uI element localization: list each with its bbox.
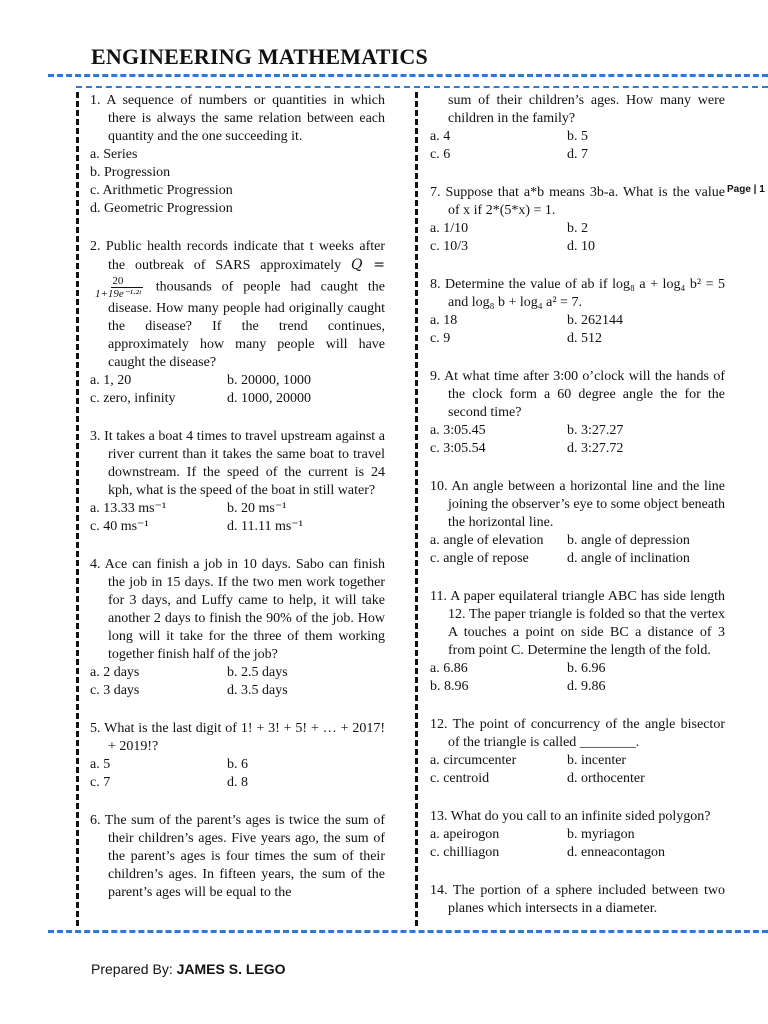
option[interactable]: b. incenter xyxy=(567,753,627,768)
option[interactable]: c. 3:05.54 xyxy=(430,441,486,456)
footer xyxy=(91,961,286,977)
question-9 xyxy=(430,368,725,458)
option[interactable]: b. 2.5 days xyxy=(227,665,288,680)
option[interactable]: b. angle of depression xyxy=(567,533,690,548)
option[interactable]: d. 11.11 ms⁻¹ xyxy=(227,519,303,534)
option[interactable]: a. apeirogon xyxy=(430,827,500,842)
option[interactable]: d. 8 xyxy=(227,775,248,790)
answer-options xyxy=(430,312,725,348)
answer-options xyxy=(430,422,725,458)
answer-options xyxy=(430,660,725,696)
option[interactable]: c. centroid xyxy=(430,771,490,786)
option[interactable]: a. 3:05.45 xyxy=(430,423,486,438)
question-6-continued xyxy=(430,92,725,164)
answer-options xyxy=(430,532,725,568)
left-column-rule xyxy=(76,92,79,926)
middle-column-rule xyxy=(415,92,418,926)
option[interactable]: a. 13.33 ms⁻¹ xyxy=(90,501,167,516)
option[interactable]: b. 5 xyxy=(567,129,588,144)
question-text: 12. The point of concurrency of the angle bisector of the triangle is called ________. xyxy=(430,717,725,750)
answer-options xyxy=(90,756,385,792)
page-title: ENGINEERING MATHEMATICS xyxy=(91,44,428,69)
formula-lhs: Q = xyxy=(350,257,385,273)
question-text: 7. Suppose that a*b means 3b-a. What is the value of x if 2*(5*x) = 1. xyxy=(430,185,725,218)
answer-options xyxy=(430,128,725,164)
question-8 xyxy=(430,276,725,348)
question-text: 3. It takes a boat 4 times to travel upstream against a river current than it takes the same boat to travel downstream. If the speed of the current is 24 kph, what is the speed of the boat in still water? xyxy=(90,429,385,498)
option[interactable]: b. 20 ms⁻¹ xyxy=(227,501,287,516)
option[interactable]: a. circumcenter xyxy=(430,753,517,768)
option[interactable]: c. 10/3 xyxy=(430,239,469,254)
question-text: sum of their children’s ages. How many were children in the family? xyxy=(448,93,725,126)
footer-author: JAMES S. LEGO xyxy=(176,961,286,977)
question-1 xyxy=(90,92,385,218)
option[interactable]: d. orthocenter xyxy=(567,771,645,786)
answer-options xyxy=(430,752,725,788)
question-text: 1. A sequence of numbers or quantities in which there is always the same relation between each quantity and the one succeeding it. xyxy=(90,93,385,144)
option[interactable]: d. 7 xyxy=(567,147,588,162)
option[interactable]: c. 6 xyxy=(430,147,451,162)
question-text: 5. What is the last digit of 1! + 3! + 5! + … + 2017! + 2019!? xyxy=(90,721,385,754)
option[interactable]: a. Series xyxy=(90,147,138,162)
question-5 xyxy=(90,720,385,792)
option[interactable]: d. 3.5 days xyxy=(227,683,288,698)
option[interactable]: c. chilliagon xyxy=(430,845,500,860)
option[interactable]: b. 8.96 xyxy=(430,679,469,694)
option[interactable]: c. 3 days xyxy=(90,683,140,698)
option[interactable]: c. 7 xyxy=(90,775,111,790)
formula-denominator: 1+19e⁻¹·²ᵗ xyxy=(95,288,141,300)
option[interactable]: d. Geometric Progression xyxy=(90,201,233,216)
question-text: 10. An angle between a horizontal line and the line joining the observer’s eye to some object beneath the horizontal line. xyxy=(430,479,725,530)
option[interactable]: d. enneacontagon xyxy=(567,845,665,860)
bottom-divider xyxy=(48,930,768,933)
question-2 xyxy=(90,238,385,408)
option[interactable]: b. Progression xyxy=(90,165,171,180)
question-13 xyxy=(430,808,725,862)
option[interactable]: c. Arithmetic Progression xyxy=(90,183,233,198)
option[interactable]: d. 9.86 xyxy=(567,679,606,694)
option[interactable]: d. 3:27.72 xyxy=(567,441,624,456)
question-text: 11. A paper equilateral triangle ABC has side length 12. The paper triangle is folded so that the vertex A touches a point on side BC a distance of 3 from point C. Determine the length of the fold. xyxy=(430,589,725,658)
formula-numerator: 20 xyxy=(111,275,143,288)
question-6 xyxy=(90,812,385,902)
option[interactable]: b. 20000, 1000 xyxy=(227,373,311,388)
answer-options xyxy=(90,500,385,536)
option[interactable]: b. myriagon xyxy=(567,827,635,842)
question-text: 9. At what time after 3:00 o’clock will the hands of the clock form a 60 degree angle the for the second time? xyxy=(430,369,725,420)
footer-prefix: Prepared By: xyxy=(91,961,173,977)
option[interactable]: c. angle of repose xyxy=(430,551,529,566)
option[interactable]: c. 40 ms⁻¹ xyxy=(90,519,149,534)
option[interactable]: d. 10 xyxy=(567,239,595,254)
question-12 xyxy=(430,716,725,788)
top-divider-inner xyxy=(76,86,768,88)
formula-fraction xyxy=(95,275,143,300)
answer-options xyxy=(430,220,725,256)
option[interactable]: b. 3:27.27 xyxy=(567,423,624,438)
option[interactable]: b. 6 xyxy=(227,757,248,772)
question-text xyxy=(90,238,385,372)
question-text: 14. The portion of a sphere included between two planes which intersects in a diameter. xyxy=(430,883,725,916)
option[interactable]: a. 2 days xyxy=(90,665,140,680)
page-number: Page | 1 xyxy=(727,184,765,195)
question-text: 8. Determine the value of ab if log₈ a + log₄ b² = 5 and log₈ b + log₄ a² = 7. xyxy=(430,277,725,310)
option[interactable]: b. 262144 xyxy=(567,313,623,328)
answer-options xyxy=(90,372,385,408)
option[interactable]: a. 5 xyxy=(90,757,111,772)
question-10 xyxy=(430,478,725,568)
option[interactable]: c. 9 xyxy=(430,331,451,346)
option[interactable]: a. 6.86 xyxy=(430,661,468,676)
option[interactable]: b. 6.96 xyxy=(567,661,606,676)
answer-options xyxy=(430,826,725,862)
question-4 xyxy=(90,556,385,700)
question-14 xyxy=(430,882,725,918)
top-divider xyxy=(48,74,768,77)
answer-options xyxy=(90,664,385,700)
question-text: 6. The sum of the parent’s ages is twice the sum of their children’s ages. Five years ago, the sum of the parent’s ages is four times the sum of their children’s ages. In fifteen years, the sum of the parent’s ages will be equal to the xyxy=(90,813,385,900)
question-text: 4. Ace can finish a job in 10 days. Sabo can finish the job in 15 days. If the two men work together for 3 days, and Luffy came to help, it will take another 2 days to finish the 90% of the job. How long will it take for the three of them working together finish half of the job? xyxy=(90,557,385,662)
question-text-pre: 2. Public health records indicate that t weeks after the outbreak of SARS approximately xyxy=(90,239,385,273)
option[interactable]: a. angle of elevation xyxy=(430,533,544,548)
option[interactable]: a. 1, 20 xyxy=(90,373,132,388)
option[interactable]: d. angle of inclination xyxy=(567,551,690,566)
left-column xyxy=(90,92,385,902)
option[interactable]: c. zero, infinity xyxy=(90,391,176,406)
answer-options xyxy=(90,146,385,218)
question-3 xyxy=(90,428,385,536)
option[interactable]: a. 18 xyxy=(430,313,458,328)
option[interactable]: a. 4 xyxy=(430,129,451,144)
right-column xyxy=(430,92,725,918)
option[interactable]: d. 1000, 20000 xyxy=(227,391,311,406)
option[interactable]: a. 1/10 xyxy=(430,221,469,236)
option[interactable]: b. 2 xyxy=(567,221,588,236)
question-text-post: thousands of people had caught the disease. How many people had originally caught the disease? If the trend continues, approximately how many people will have caught the disease? xyxy=(108,279,385,370)
question-11 xyxy=(430,588,725,696)
option[interactable]: d. 512 xyxy=(567,331,602,346)
question-text: 13. What do you call to an infinite sided polygon? xyxy=(430,809,711,824)
question-7 xyxy=(430,184,725,256)
